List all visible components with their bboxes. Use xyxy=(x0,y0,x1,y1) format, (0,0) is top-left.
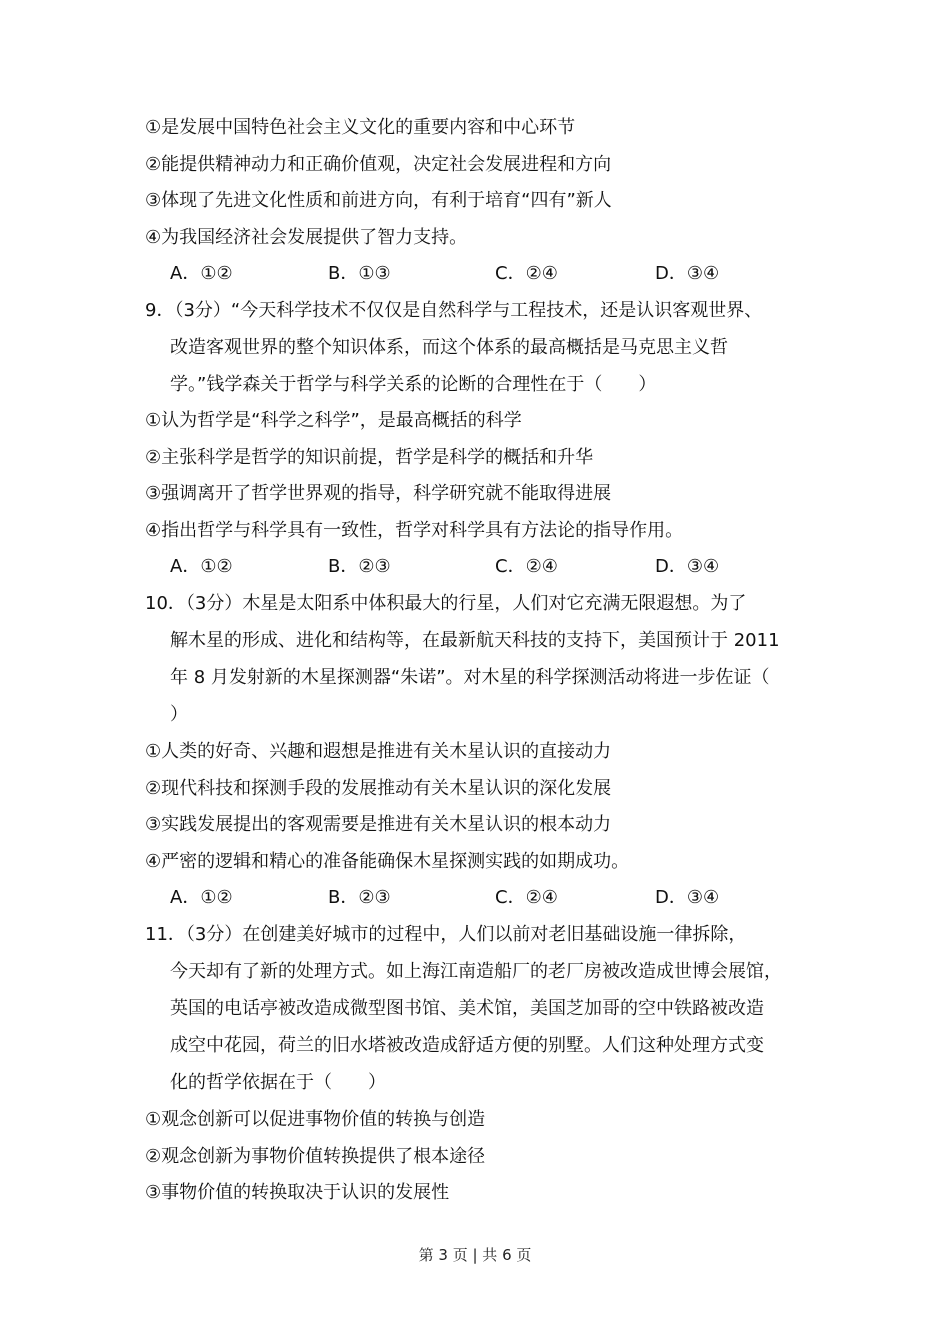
q10-stem-line-3: 年 8 月发射新的木星探测器“朱诺”。对木星的科学探测活动将进一步佐证（ xyxy=(170,667,770,688)
q11-statement-2: ②观念创新为事物价值转换提供了根本途径 xyxy=(145,1146,486,1167)
q11-statement-1: ①观念创新可以促进事物价值的转换与创造 xyxy=(145,1109,486,1130)
q9-option-d: D．③④ xyxy=(655,556,720,577)
q10-option-c: C．②④ xyxy=(495,887,558,908)
q11-stem-line-5: 化的哲学依据在于（ ） xyxy=(170,1072,386,1093)
q9-statement-1: ①认为哲学是“科学之科学”，是最高概括的科学 xyxy=(145,410,522,431)
q9-option-a: A．①② xyxy=(170,556,233,577)
q11-stem-line-1: 11．（3分）在创建美好城市的过程中，人们以前对老旧基础设施一律拆除， xyxy=(145,924,747,945)
q9-option-c: C．②④ xyxy=(495,556,558,577)
q9-statement-4: ④指出哲学与科学具有一致性，哲学对科学具有方法论的指导作用。 xyxy=(145,520,684,541)
q9-statement-3: ③强调离开了哲学世界观的指导，科学研究就不能取得进展 xyxy=(145,483,612,504)
q8-statement-1: ①是发展中国特色社会主义文化的重要内容和中心环节 xyxy=(145,117,576,138)
q10-stem-line-2: 解木星的形成、进化和结构等，在最新航天科技的支持下，美国预计于 2011 xyxy=(170,630,780,651)
q8-option-c: C．②④ xyxy=(495,263,558,284)
q10-option-b: B．②③ xyxy=(328,887,391,908)
q10-option-a: A．①② xyxy=(170,887,233,908)
q8-statement-3: ③体现了先进文化性质和前进方向，有利于培育“四有”新人 xyxy=(145,190,612,211)
q11-stem-line-4: 成空中花园，荷兰的旧水塔被改造成舒适方便的别墅。人们这种处理方式变 xyxy=(170,1035,764,1056)
q10-option-d: D．③④ xyxy=(655,887,720,908)
q9-stem-line-2: 改造客观世界的整个知识体系，而这个体系的最高概括是马克思主义哲 xyxy=(170,337,728,358)
page-footer: 第 3 页 | 共 6 页 xyxy=(418,1246,532,1264)
q8-option-b: B．①③ xyxy=(328,263,391,284)
q10-stem-line-4: ） xyxy=(170,704,188,725)
q10-statement-2: ②现代科技和探测手段的发展推动有关木星认识的深化发展 xyxy=(145,778,612,799)
q11-stem-line-2: 今天却有了新的处理方式。如上海江南造船厂的老厂房被改造成世博会展馆， xyxy=(170,961,782,982)
q9-option-b: B．②③ xyxy=(328,556,391,577)
q10-stem-line-1: 10．（3分）木星是太阳系中体积最大的行星，人们对它充满无限遐想。为了 xyxy=(145,593,747,614)
q10-statement-3: ③实践发展提出的客观需要是推进有关木星认识的根本动力 xyxy=(145,814,612,835)
q9-statement-2: ②主张科学是哲学的知识前提，哲学是科学的概括和升华 xyxy=(145,447,594,468)
q8-option-a: A．①② xyxy=(170,263,233,284)
q8-statement-4: ④为我国经济社会发展提供了智力支持。 xyxy=(145,227,468,248)
q11-stem-line-3: 英国的电话亭被改造成微型图书馆、美术馆，美国芝加哥的空中铁路被改造 xyxy=(170,998,764,1019)
q8-statement-2: ②能提供精神动力和正确价值观，决定社会发展进程和方向 xyxy=(145,154,612,175)
q9-stem-line-3: 学。”钱学森关于哲学与科学关系的论断的合理性在于（ ） xyxy=(170,374,657,395)
q10-statement-1: ①人类的好奇、兴趣和遐想是推进有关木星认识的直接动力 xyxy=(145,741,612,762)
q10-statement-4: ④严密的逻辑和精心的准备能确保木星探测实践的如期成功。 xyxy=(145,851,630,872)
q9-stem-line-1: 9．（3分）“今天科学技术不仅仅是自然科学与工程技术，还是认识客观世界、 xyxy=(145,300,763,321)
q8-option-d: D．③④ xyxy=(655,263,720,284)
q11-statement-3: ③事物价值的转换取决于认识的发展性 xyxy=(145,1182,450,1203)
